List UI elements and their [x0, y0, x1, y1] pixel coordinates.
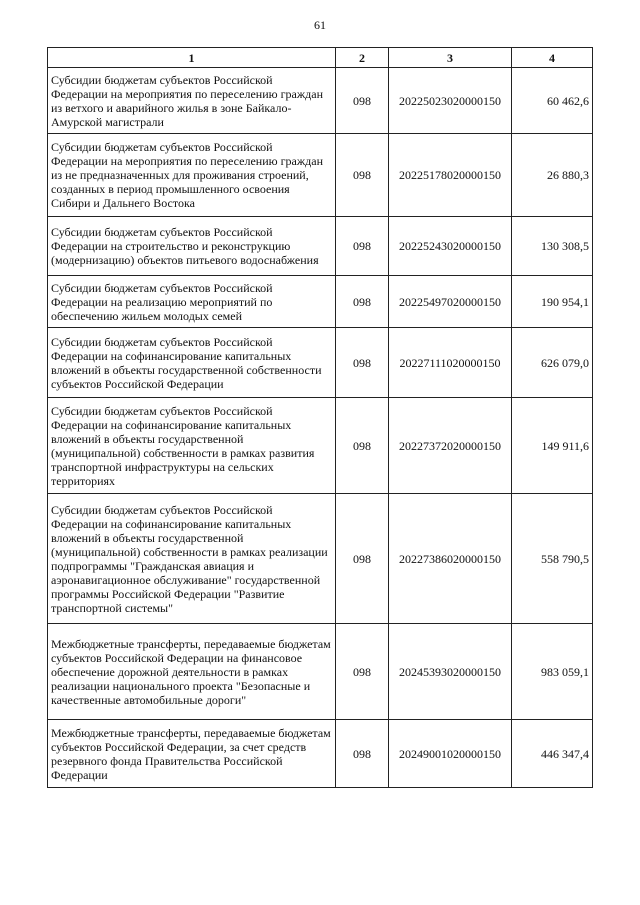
table-row [48, 720, 593, 788]
table-row [48, 494, 593, 624]
row-budget-code: 20245393020000150 [389, 624, 512, 720]
row-amount: 190 954,1 [512, 276, 593, 328]
row-amount: 626 079,0 [512, 328, 593, 398]
row-budget-code: 20249001020000150 [389, 720, 512, 788]
page-number: 61 [314, 18, 326, 32]
table-row [48, 68, 593, 134]
row-description: Субсидии бюджетам субъектов Российской Федерации на мероприятия по переселению граждан из не предназначенных для проживания строений, созданных в период промышленного освоения Сибири и Дальнего Востока [48, 134, 336, 217]
table-row [48, 398, 593, 494]
row-admin-code: 098 [336, 720, 389, 788]
row-budget-code: 20225023020000150 [389, 68, 512, 134]
budget-table [47, 47, 593, 788]
row-description: Субсидии бюджетам субъектов Российской Федерации на мероприятия по переселению граждан из ветхого и аварийного жилья в зоне Байкало-Амурской магистрали [48, 68, 336, 134]
row-description: Субсидии бюджетам субъектов Российской Федерации на реализацию мероприятий по обеспечению жильем молодых семей [48, 276, 336, 328]
row-admin-code: 098 [336, 624, 389, 720]
row-description: Субсидии бюджетам субъектов Российской Федерации на софинансирование капитальных вложений в объекты государственной (муниципальной) собственности в рамках развития транспортной инфраструктуры на сельских территориях [48, 398, 336, 494]
row-description: Межбюджетные трансферты, передаваемые бюджетам субъектов Российской Федерации на финансовое обеспечение дорожной деятельности в рамках реализации национального проекта "Безопасные и качественные автомобильные дороги" [48, 624, 336, 720]
row-description: Субсидии бюджетам субъектов Российской Федерации на строительство и реконструкцию (модернизацию) объектов питьевого водоснабжения [48, 217, 336, 276]
row-admin-code: 098 [336, 398, 389, 494]
column-header-4: 4 [512, 48, 593, 68]
row-budget-code: 20227372020000150 [389, 398, 512, 494]
table-row [48, 134, 593, 217]
table-row [48, 217, 593, 276]
row-amount: 446 347,4 [512, 720, 593, 788]
row-admin-code: 098 [336, 494, 389, 624]
table-row [48, 624, 593, 720]
table-row [48, 276, 593, 328]
column-header-1: 1 [48, 48, 336, 68]
row-admin-code: 098 [336, 276, 389, 328]
row-description: Субсидии бюджетам субъектов Российской Федерации на софинансирование капитальных вложений в объекты государственной собственности субъектов Российской Федерации [48, 328, 336, 398]
column-header-3: 3 [389, 48, 512, 68]
row-admin-code: 098 [336, 217, 389, 276]
row-description: Субсидии бюджетам субъектов Российской Федерации на софинансирование капитальных вложений в объекты государственной (муниципальной) собственности в рамках реализации подпрограммы "Гражданская авиация и аэронавигационное обслуживание" государственной программы Российской Федерации "Развитие транспортной системы" [48, 494, 336, 624]
row-admin-code: 098 [336, 68, 389, 134]
row-amount: 60 462,6 [512, 68, 593, 134]
row-admin-code: 098 [336, 328, 389, 398]
row-amount: 26 880,3 [512, 134, 593, 217]
row-description: Межбюджетные трансферты, передаваемые бюджетам субъектов Российской Федерации, за счет средств резервного фонда Правительства Российской Федерации [48, 720, 336, 788]
row-admin-code: 098 [336, 134, 389, 217]
table-row [48, 328, 593, 398]
row-budget-code: 20227386020000150 [389, 494, 512, 624]
row-budget-code: 20225243020000150 [389, 217, 512, 276]
row-budget-code: 20225178020000150 [389, 134, 512, 217]
row-budget-code: 20227111020000150 [389, 328, 512, 398]
row-amount: 983 059,1 [512, 624, 593, 720]
row-budget-code: 20225497020000150 [389, 276, 512, 328]
row-amount: 130 308,5 [512, 217, 593, 276]
row-amount: 149 911,6 [512, 398, 593, 494]
table-header-row [48, 48, 593, 68]
row-amount: 558 790,5 [512, 494, 593, 624]
column-header-2: 2 [336, 48, 389, 68]
